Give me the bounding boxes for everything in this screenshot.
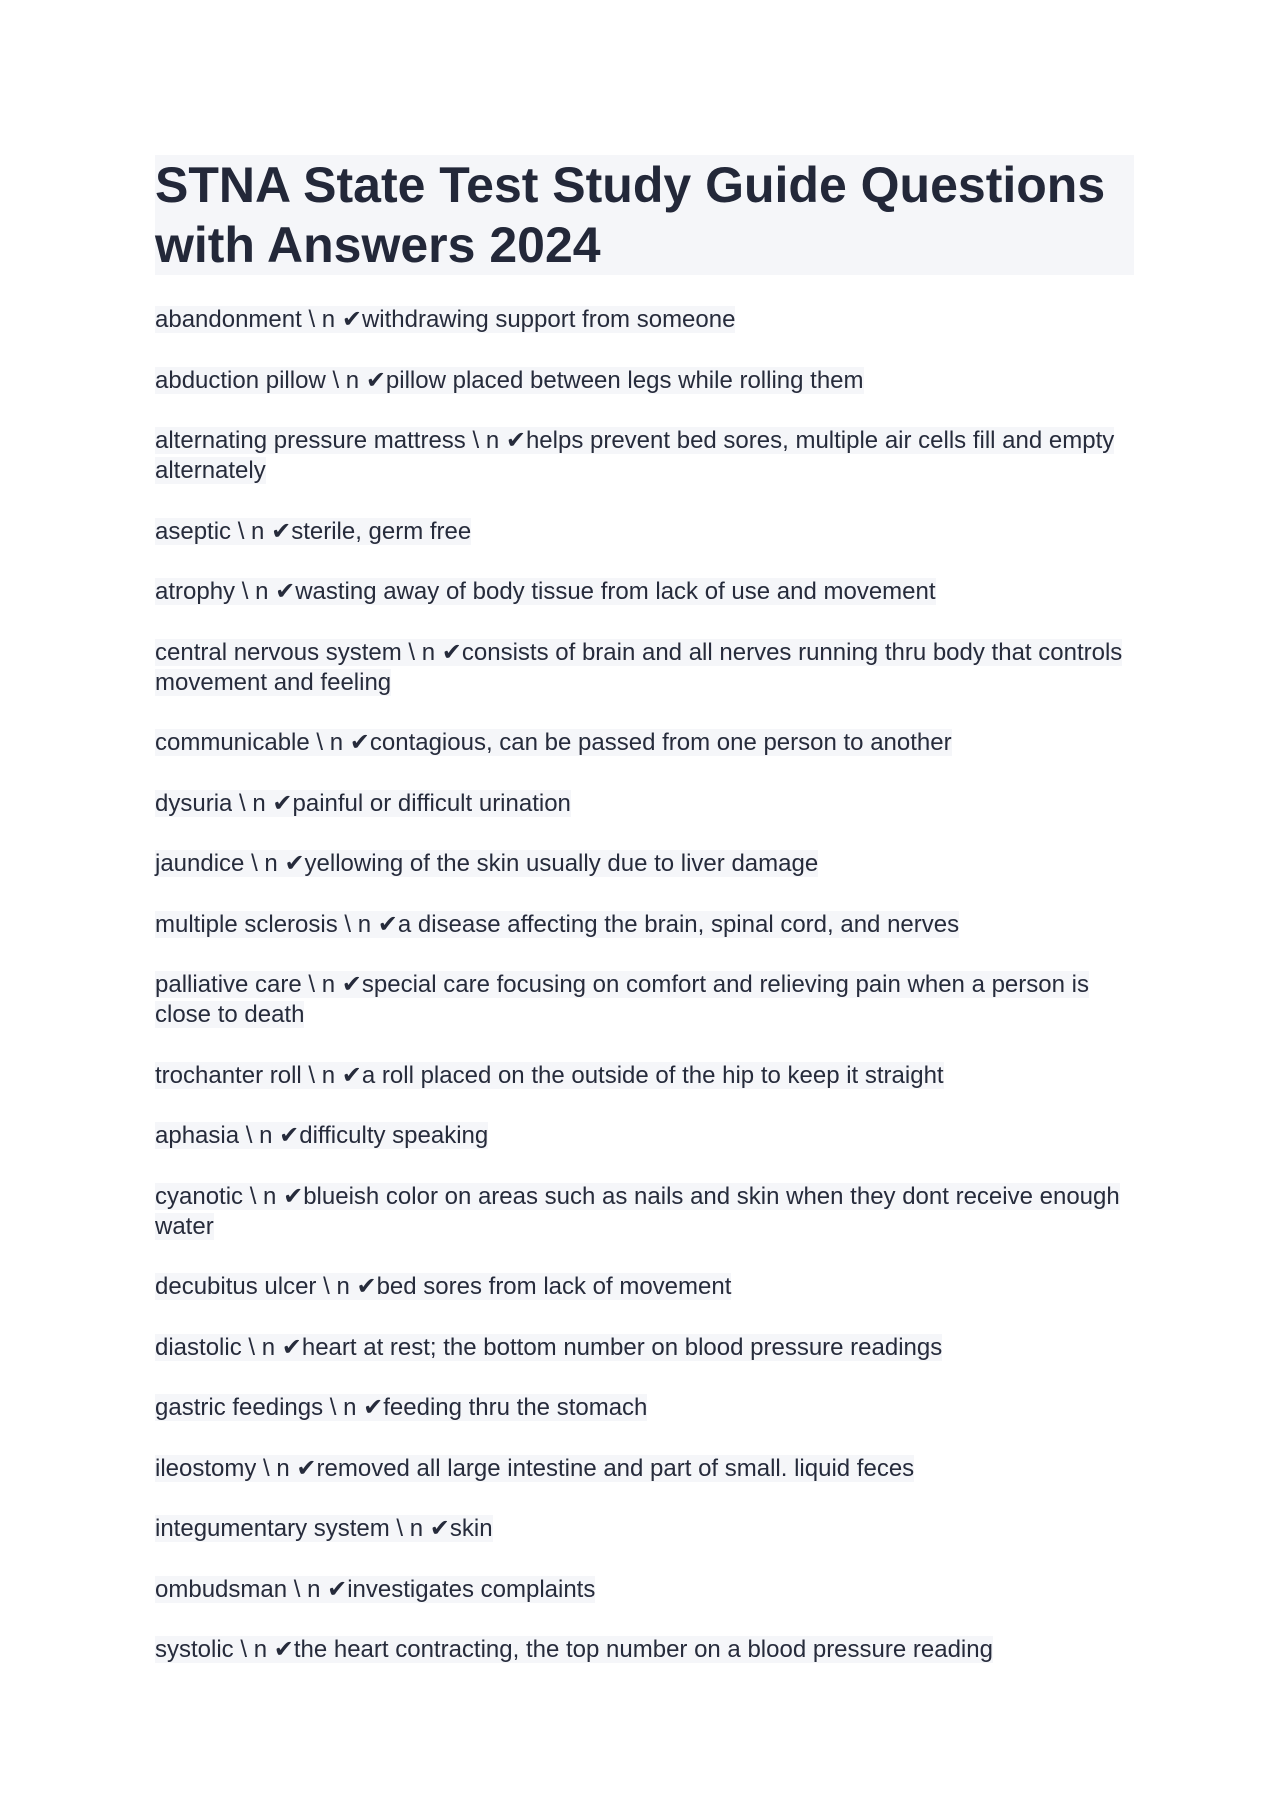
flashcard-item: [155, 1635, 1134, 1665]
term: ombudsman: [155, 1575, 288, 1603]
separator: \ n: [316, 1273, 357, 1300]
definition: blueish color on areas such as nails and skin when they dont receive enough water: [155, 1182, 1120, 1240]
flashcard-text: [155, 427, 1114, 484]
flashcard-text: [155, 1455, 914, 1482]
check-icon: ✔: [363, 1394, 384, 1421]
flashcard-text: [155, 518, 471, 545]
separator: \ n: [239, 1122, 280, 1149]
check-icon: ✔: [365, 366, 386, 394]
term: multiple sclerosis: [155, 910, 338, 938]
definition: pillow placed between legs while rolling them: [385, 366, 864, 394]
flashcard-text: [155, 1515, 493, 1542]
definition: bed sores from lack of movement: [376, 1273, 732, 1300]
flashcard-text: [155, 850, 818, 877]
flashcard-item: [155, 1393, 1134, 1423]
term: abandonment: [155, 306, 302, 333]
separator: \ n: [401, 638, 442, 666]
definition: a disease affecting the brain, spinal cord, and nerves: [397, 910, 960, 938]
check-icon: ✔: [441, 638, 462, 666]
term: jaundice: [155, 850, 245, 877]
flashcard-text: [155, 971, 1089, 1028]
check-icon: ✔: [505, 427, 526, 454]
flashcard-item: [155, 577, 1134, 607]
flashcard-text: [155, 790, 571, 817]
term: diastolic: [155, 1333, 242, 1361]
term: gastric feedings: [155, 1394, 324, 1421]
definition: yellowing of the skin usually due to liver damage: [304, 850, 819, 877]
flashcard-item: [155, 1575, 1134, 1605]
term: palliative care: [155, 971, 302, 998]
separator: \ n: [233, 1636, 274, 1663]
check-icon: ✔: [327, 1575, 348, 1603]
separator: \ n: [301, 971, 342, 998]
separator: \ n: [323, 1394, 364, 1421]
term: aphasia: [155, 1122, 240, 1149]
flashcard-item: [155, 1061, 1134, 1091]
flashcard-item: [155, 728, 1134, 758]
definition: helps prevent bed sores, multiple air cells fill and empty alternately: [155, 427, 1115, 484]
check-icon: ✔: [341, 971, 362, 998]
check-icon: ✔: [429, 1515, 450, 1542]
definition: difficulty speaking: [299, 1122, 489, 1149]
term: abduction pillow: [155, 366, 326, 394]
check-icon: ✔: [341, 1061, 362, 1089]
check-icon: ✔: [356, 1273, 377, 1300]
flashcard-text: [155, 1062, 944, 1089]
definition: a roll placed on the outside of the hip to keep it straight: [361, 1061, 944, 1089]
flashcard-text: [155, 1576, 595, 1603]
separator: \ n: [309, 729, 350, 756]
flashcard-text: [155, 1122, 488, 1149]
term: ileostomy: [155, 1454, 257, 1482]
flashcard-text: [155, 1273, 731, 1300]
flashcard-text: [155, 1636, 993, 1663]
check-icon: ✔: [349, 729, 370, 756]
definition: contagious, can be passed from one person to another: [369, 729, 952, 756]
definition: special care focusing on comfort and relieving pain when a person is close to death: [155, 971, 1089, 1028]
flashcard-item: [155, 1333, 1134, 1363]
flashcard-text: [155, 911, 959, 938]
term: dysuria: [155, 789, 233, 817]
separator: \ n: [235, 578, 276, 605]
definition: the heart contracting, the top number on a blood pressure reading: [293, 1636, 993, 1663]
definition: skin: [449, 1515, 493, 1542]
separator: \ n: [337, 910, 378, 938]
check-icon: ✔: [273, 1636, 294, 1663]
flashcard-item: [155, 305, 1134, 335]
term: decubitus ulcer: [155, 1273, 317, 1300]
flashcard-item: [155, 910, 1134, 940]
term: alternating pressure mattress: [155, 427, 466, 454]
definition: sterile, germ free: [291, 517, 472, 545]
flashcard-item: [155, 1514, 1134, 1544]
term: trochanter roll: [155, 1061, 302, 1089]
term: central nervous system: [155, 638, 402, 666]
separator: \ n: [465, 427, 506, 454]
check-icon: ✔: [272, 789, 293, 817]
separator: \ n: [231, 517, 272, 545]
check-icon: ✔: [341, 306, 362, 333]
separator: \ n: [287, 1575, 328, 1603]
flashcard-item: [155, 970, 1134, 1030]
separator: \ n: [301, 1061, 342, 1089]
flashcard-item: [155, 849, 1134, 879]
check-icon: ✔: [279, 1122, 300, 1149]
term: atrophy: [155, 578, 236, 605]
definition: withdrawing support from someone: [361, 306, 736, 333]
separator: \ n: [243, 1182, 284, 1210]
separator: \ n: [232, 789, 273, 817]
definition: investigates complaints: [347, 1575, 596, 1603]
flashcard-text: [155, 306, 735, 333]
check-icon: ✔: [377, 910, 398, 938]
flashcard-item: [155, 638, 1134, 698]
flashcard-text: [155, 1183, 1120, 1240]
separator: \ n: [389, 1515, 430, 1542]
flashcard-item: [155, 1182, 1134, 1242]
term: integumentary system: [155, 1515, 390, 1542]
term: aseptic: [155, 517, 232, 545]
flashcard-item: [155, 426, 1134, 486]
separator: \ n: [256, 1454, 297, 1482]
term: systolic: [155, 1636, 234, 1663]
document-page: [155, 155, 1134, 1696]
check-icon: ✔: [284, 850, 305, 877]
flashcard-item: [155, 366, 1134, 396]
definition: removed all large intestine and part of small. liquid feces: [316, 1454, 915, 1482]
check-icon: ✔: [275, 578, 296, 605]
flashcard-text: [155, 639, 1122, 696]
definition: heart at rest; the bottom number on blood pressure readings: [301, 1333, 943, 1361]
check-icon: ✔: [296, 1454, 317, 1482]
definition: painful or difficult urination: [292, 789, 571, 817]
separator: \ n: [325, 366, 366, 394]
flashcard-item: [155, 517, 1134, 547]
check-icon: ✔: [281, 1333, 302, 1361]
flashcard-item: [155, 1272, 1134, 1302]
flashcard-text: [155, 578, 936, 605]
definition: feeding thru the stomach: [383, 1394, 648, 1421]
document-title: STNA State Test Study Guide Questions with Answers 2024: [155, 155, 1134, 275]
separator: \ n: [301, 306, 342, 333]
flashcard-text: [155, 1334, 942, 1361]
separator: \ n: [241, 1333, 282, 1361]
flashcard-item: [155, 789, 1134, 819]
term: cyanotic: [155, 1182, 244, 1210]
flashcard-text: [155, 729, 952, 756]
flashcard-text: [155, 1394, 647, 1421]
check-icon: ✔: [283, 1182, 304, 1210]
definition: consists of brain and all nerves running thru body that controls movement and feeling: [155, 638, 1123, 696]
definition: wasting away of body tissue from lack of use and movement: [295, 578, 936, 605]
flashcard-item: [155, 1454, 1134, 1484]
term: communicable: [155, 729, 310, 756]
flashcard-item: [155, 1121, 1134, 1151]
separator: \ n: [244, 850, 285, 877]
check-icon: ✔: [271, 517, 292, 545]
flashcard-text: [155, 367, 864, 394]
flashcard-list: [155, 305, 1134, 1665]
